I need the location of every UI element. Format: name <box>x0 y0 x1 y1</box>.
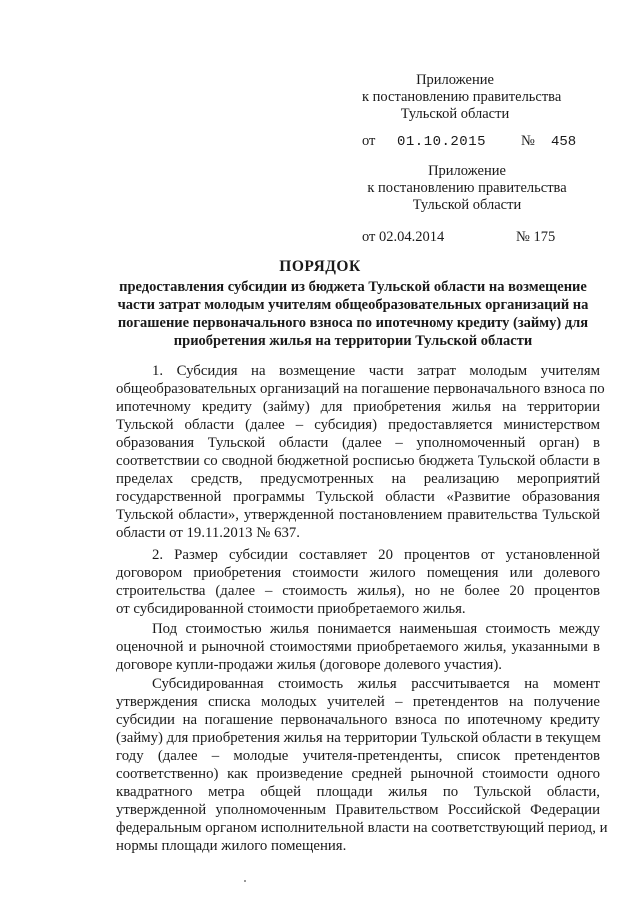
paragraph-line: субсидии на погашение первоначального взноса по ипотечному кредиту <box>116 712 600 728</box>
decree-number-label: № <box>521 133 535 149</box>
paragraph-line: квадратного метра общей площади жилья по Тульской области, <box>116 784 600 800</box>
decree-number-value: 458 <box>551 134 577 150</box>
paragraph-line: Субсидированная стоимость жилья рассчитывается на момент <box>152 676 600 692</box>
document-subtitle <box>98 278 608 350</box>
subtitle-line: приобретения жилья на территории Тульской области <box>173 333 533 349</box>
paragraph-line: Тульской области», утвержденной постановлением правительства Тульской <box>116 507 600 523</box>
decree-date-value: 01.10.2015 <box>397 134 487 150</box>
paragraph-1 <box>116 362 605 542</box>
paragraph-line: ипотечному кредиту (займу) для приобретения жилья на территории <box>116 399 600 415</box>
paragraph-line: от субсидированной стоимости приобретаемого жилья. <box>116 601 466 617</box>
paragraph-3 <box>116 620 600 674</box>
paragraph-line: утвержденной уполномоченным Правительством Российской Федерации <box>116 802 600 818</box>
paragraph-line: соответственно) как произведение средней рыночной стоимости одного <box>116 766 600 782</box>
previous-decree-date: от 02.04.2014 <box>362 229 445 245</box>
annex-decree-ref: к постановлению правительства <box>367 180 567 196</box>
paragraph-line: образования Тульской области (далее – уполномоченный орган) в <box>116 435 600 451</box>
paragraph-line: договоре купли-продажи жилья (договоре долевого участия). <box>116 657 502 673</box>
paragraph-4 <box>116 675 608 855</box>
previous-decree-number: № 175 <box>516 229 556 245</box>
paragraph-line: году (далее – молодые учителя-претенденты, список претендентов <box>116 748 600 764</box>
annex-header-current <box>362 72 562 123</box>
paragraph-line: Тульской области (далее – субсидия) предоставляется министерством <box>116 417 600 433</box>
paragraph-line: федеральным органом исполнительной власти на соответствующий период, и <box>116 820 608 836</box>
paragraph-line: пределах средств, предусмотренных на реализацию мероприятий <box>116 471 600 487</box>
paragraph-line: утверждения списка молодых учителей – претендентов на получение <box>116 694 600 710</box>
paragraph-line: (займу) для приобретения жилья на территории Тульской области в текущем <box>116 730 601 746</box>
annex-label: Приложение <box>416 72 494 88</box>
paragraph-line: нормы площади жилого помещения. <box>116 838 347 854</box>
annex-region: Тульской области <box>412 197 522 213</box>
paragraph-2 <box>116 546 600 618</box>
paragraph-line: области от 19.11.2013 № 637. <box>116 525 300 541</box>
document-title: ПОРЯДОК <box>279 258 361 275</box>
subtitle-line: части затрат молодым учителям общеобразовательных организаций на <box>117 297 589 313</box>
annex-decree-ref: к постановлению правительства <box>362 89 562 105</box>
decree-date-label: от <box>362 133 376 149</box>
paragraph-line: соответствии со сводной бюджетной росписью бюджета Тульской области в <box>116 453 600 469</box>
annex-header-previous <box>362 163 572 214</box>
annex-region: Тульской области <box>400 106 510 122</box>
paragraph-line: общеобразовательных организаций на погашение первоначального взноса по <box>116 381 605 397</box>
subtitle-line: предоставления субсидии из бюджета Тульской области на возмещение <box>119 279 587 295</box>
paragraph-line: Под стоимостью жилья понимается наименьшая стоимость между <box>152 621 600 637</box>
paragraph-line: договором приобретения стоимости жилого помещения или долевого <box>116 565 600 581</box>
paragraph-line: 1. Субсидия на возмещение части затрат молодым учителям <box>152 363 600 379</box>
paragraph-line: 2. Размер субсидии составляет 20 процентов от установленной <box>152 547 600 563</box>
paragraph-line: оценочной и рыночной стоимостями приобретаемого жилья, указанными в <box>116 639 600 655</box>
scan-speck <box>244 880 246 882</box>
paragraph-line: строительства (далее – стоимость жилья), но не более 20 процентов <box>116 583 600 599</box>
paragraph-line: государственной программы Тульской области «Развитие образования <box>116 489 600 505</box>
subtitle-line: погашение первоначального взноса по ипотечному кредиту (займу) для <box>117 315 589 331</box>
annex-label: Приложение <box>428 163 506 179</box>
